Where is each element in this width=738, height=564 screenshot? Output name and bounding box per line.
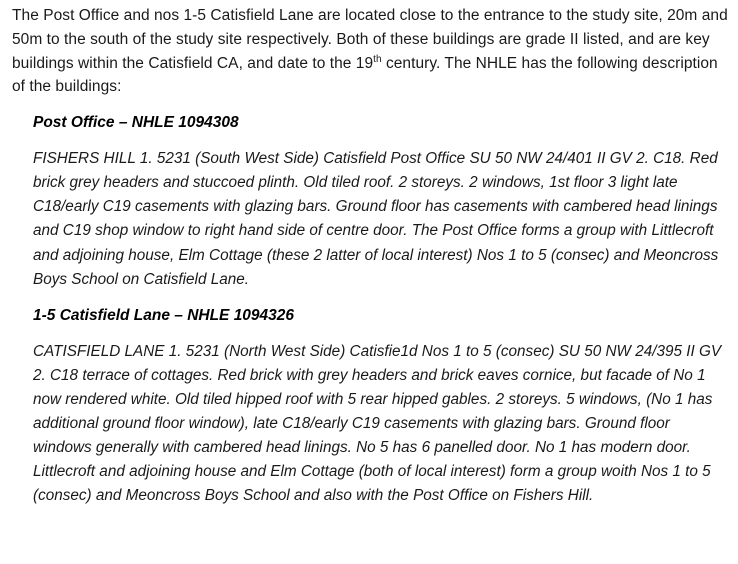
ordinal-superscript: th bbox=[373, 53, 382, 65]
intro-paragraph bbox=[12, 4, 732, 99]
document-page bbox=[12, 4, 732, 508]
catisfield-lane-description: CATISFIELD LANE 1. 5231 (North West Side) Catisfie1d Nos 1 to 5 (consec) SU 50 NW 24/395 II GV 2. C18 terrace of cottages. Red brick with grey headers and brick eaves cornice, but facade of No 1 now rendered white. Old tiled hipped roof with 5 rear hipped gables. 2 storeys. 5 windows, (No 1 has additional ground floor window), late C18/early C19 casements with glazing bars. Ground floor windows generally with cambered head linings. No 5 has 6 panelled door. No 1 has modern door. Littlecroft and adjoining house and Elm Cottage (both of local interest) form a group woith Nos 1 to 5 (consec) and Meoncross Boys School and also with the Post Office on Fishers Hill. bbox=[33, 342, 722, 505]
listing-quote-post-office bbox=[33, 113, 725, 292]
intro-text-start: The Post Office and nos 1-5 Catisfield Lane are located close to the entrance to the study site, 20m and 50m to the south of the study site respectively. Both of these buildings are grade II listed, and are key buildings within the Catisfield CA, and date to the 19 bbox=[12, 7, 728, 72]
intro-text-end: century. The NHLE has the following description of the buildings: bbox=[12, 54, 718, 96]
post-office-heading: Post Office – NHLE 1094308 bbox=[33, 114, 239, 132]
listing-quote-catisfield-lane bbox=[33, 306, 725, 509]
post-office-description: FISHERS HILL 1. 5231 (South West Side) Catisfield Post Office SU 50 NW 24/401 II GV 2. C18. Red brick grey headers and stuccoed plinth. Old tiled roof. 2 storeys. 2 windows, 1st floor 3 light late C18/early C19 casements with glazing bars. Ground floor has casements with cambered head linings and C19 shop window to right hand side of centre door. The Post Office forms a group with Littlecroft and adjoining house, Elm Cottage (these 2 latter of local interest) Nos 1 to 5 (consec) and Meoncross Boys School on Catisfield Lane. bbox=[33, 150, 719, 288]
catisfield-lane-heading: 1-5 Catisfield Lane – NHLE 1094326 bbox=[33, 306, 295, 324]
